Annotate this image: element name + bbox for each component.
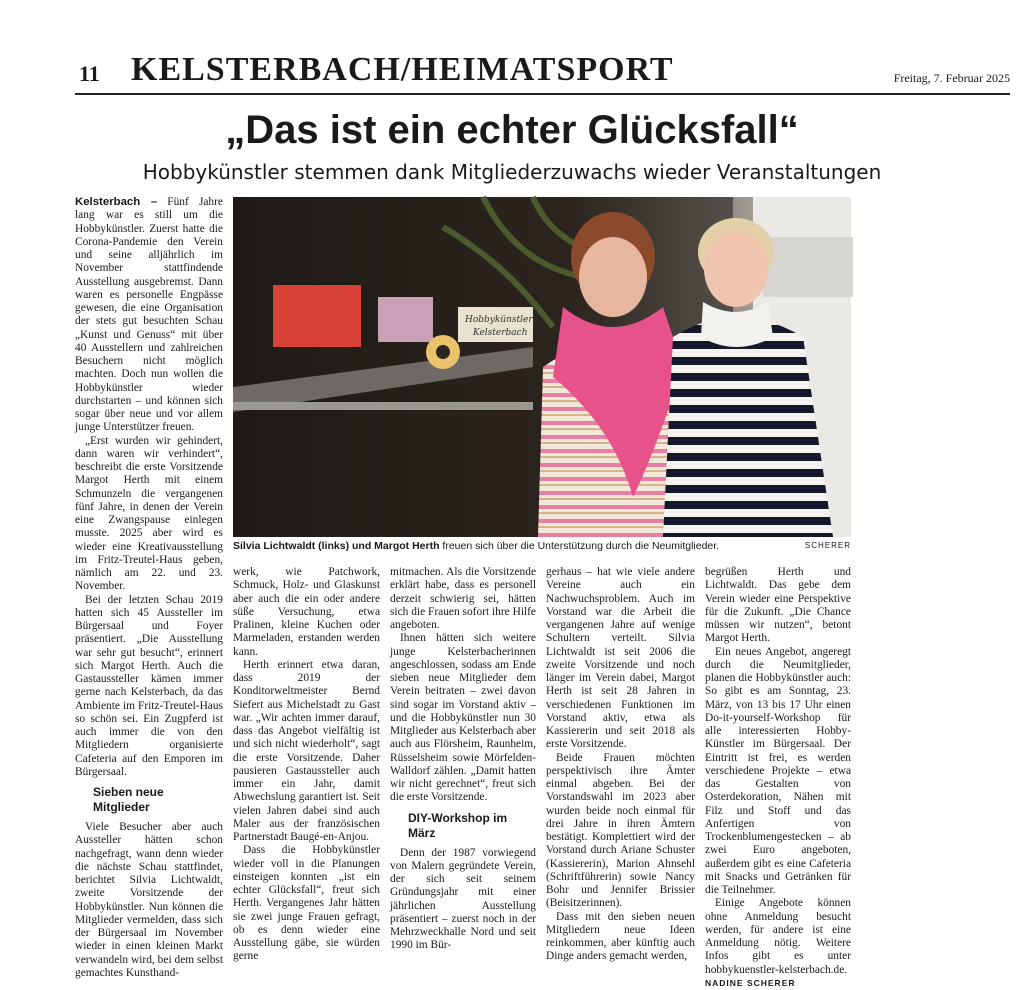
paragraph: Ein neues Angebot, angeregt durch die Neumitglieder, planen die Hobbykünstler auch: So gibt es am Sonntag, 23. März, von 13 bis 17 Uhr einen Do-it-yourself-Workshop für alle interessierten Hobby-Künstler im Bürgersaal. Der Eintritt ist frei, es werden verschiedene Projekte – etwa das Gestalten von Osterdekoration, Nähen mit Filz und Stoff und das Anfertigen von Trockenblumengestecken – ab zwei Euro angeboten, außerdem gibt es eine Cafeteria mit Snacks und Getränken für die Teilnehmer. — [705, 645, 851, 896]
section-title: KELSTERBACH/HEIMATSPORT — [131, 51, 674, 88]
paragraph: gerhaus – hat wie viele andere Vereine auch ein Nachwuchsproblem. Auch im Vorstand war die Arbeit die vergangenen Jahre auf wenige Schultern verteilt. Silvia Lichtwaldt ist seit 2006 die zweite Vorsitzende und noch länger im Verein dabei, Margot Herth ist seit 28 Jahren in verschiedenen Funktionen im Vorstand aktiv, etwa als Kassiererin und seit 2018 als erste Vorsitzende. — [546, 566, 695, 751]
paragraph: Dass die Hobbykünstler wieder voll in die Planungen einsteigen konnten „ist ein echter Glücksfall“, freut sich Herth. Vergangenes Jahr hätten sie zwei junge Frauen gefragt, ob es denn wieder eine Ausstellung gäbe, sie würden gerne — [233, 844, 380, 963]
paragraph: Beide Frauen möchten perspektivisch ihre Ämter einmal abgeben. Bei der Vorstandswahl im 2023 aber wurden beide noch einmal für drei Jahre in ihren Ämtern bestätigt. Komplettiert wird der Vorstand durch Ariane Schuster (Kassiererin), Marion Ahnsehl (Schriftführerin) sowie Nancy Bohr und Jennifer Brissier (Beisitzerinnen). — [546, 751, 695, 910]
paragraph: Einige Angebote können ohne Anmeldung besucht werden, für andere ist eine Anmeldung nötig. Weitere Infos gibt es unter hobbykuenstler-kelsterbach.de. NADINE SCHERER — [705, 897, 851, 988]
article-column-5 — [705, 566, 851, 988]
photo-illustration — [233, 197, 851, 537]
page-number: 11 — [79, 61, 100, 86]
dateline: Kelsterbach – — [75, 196, 158, 208]
caption-names: Silvia Lichtwaldt (links) und Margot Herth — [233, 540, 440, 552]
paragraph: Herth erinnert etwa daran, dass 2019 der Konditorweltmeister Bernd Siefert aus Michelstadt zu Gast war. „Wir achten immer darauf, dass das Angebot vielfältig ist und sich nicht wiederholt“, sagt die erste Vorsitzende. Daher pausieren Gastaussteller auch immer ein Jahr, damit Abwechslung garantiert ist. Seit vielen Jahren dabei sind auch Maler aus der französischen Partnerstadt Baugé-en-Anjou. — [233, 658, 380, 843]
craft-sign-line2: Kelsterbach — [473, 328, 528, 338]
issue-date: Freitag, 7. Februar 2025 — [893, 71, 1010, 85]
paragraph: begrüßen Herth und Lichtwaldt. Das gebe dem Verein wieder eine Perspektive für die Zukunft. „Die Chance müssen wir nutzen“, betont Margot Herth. — [705, 566, 851, 645]
paragraph: Viele Besucher aber auch Aussteller hätten schon nachgefragt, wann denn wieder die nächste Schau stattfindet, berichtet Silvia Lichtwaldt, zweite Vorsitzende der Hobbykünstler. Nun können die Mitglieder vermelden, dass sich der Bürgersaal im November wieder in einen kleinen Markt verwandeln wird, bei dem selbst gemachtes Kunsthand- — [75, 821, 223, 979]
craft-sign-line1: Hobbykünstler — [465, 315, 533, 325]
paragraph: „Erst wurden wir gehindert, dann waren wir verhindert“, beschreibt die erste Vorsitzende Margot Herth mit einem Schmunzeln die vergangenen fünf Jahre, in denen der Verein eine Zwangspause einlegen musste. 2025 aber wird es wieder eine Kreativausstellung im Fritz-Treutel-Haus geben, nämlich am 22. und 23. November. — [75, 434, 223, 593]
article-photo — [233, 197, 851, 537]
photo-caption — [233, 540, 851, 552]
article-column-2 — [233, 566, 380, 963]
caption-text: freuen sich über die Unterstützung durch die Neumitglieder. — [439, 540, 720, 552]
paragraph: Ihnen hätten sich weitere junge Kelsterbacherinnen angeschlossen, sodass am Ende sieben neue Mitglieder dem Verein beitraten – zwei davon sind sogar im Vorstand aktiv – und die Hobbykünstler nun 30 Mitglieder aus Kelsterbach aber auch aus Flörsheim, Raunheim, Rüsselsheim sowie Mörfelden-Walldorf zählen. „Damit hatten wir nicht gerechnet“, freut sich die erste Vorsitzende. — [390, 632, 536, 804]
author-byline: NADINE SCHERER — [705, 977, 796, 988]
article-column-3 — [390, 566, 536, 952]
paragraph: Bei der letzten Schau 2019 hatten sich 45 Aussteller im Bürgersaal und Foyer präsentiert. „Die Ausstellung war sehr gut besucht“, erinnert sich Margot Herth. Auch die Gastaussteller kämen immer gerne nach Kelsterbach, da das Ambiente im Fritz-Treutel-Haus so schön sei. Ein Zugpferd ist auch immer die von den Mitgliedern organisierte Cafeteria auf den Emporen im Bürgersaal. — [75, 593, 223, 778]
paragraph: Dass mit den sieben neuen Mitgliedern neue Ideen reinkommen, aber künftig auch Dinge anders gemacht werden, — [546, 910, 695, 963]
subheading: DIY-Workshop im März — [408, 810, 508, 840]
article-column-4 — [546, 566, 695, 963]
paragraph: werk, wie Patchwork, Schmuck, Holz- und Glaskunst aber auch die ein oder andere süße Versuchung, etwa Pralinen, kleine Kuchen oder Marmeladen, erstanden werden kann. — [233, 566, 380, 658]
paragraph: mitmachen. Als die Vorsitzende erklärt habe, dass es personell derzeit schwierig sei, hätten sich die Frauen sofort ihre Hilfe angeboten. — [390, 566, 536, 631]
header-rule — [75, 93, 1010, 95]
page-header — [75, 51, 1010, 95]
paragraph: Denn der 1987 vorwiegend von Malern gegründete Verein, der sich seit seinem Gründungsjahr mit einer jährlichen Ausstellung präsentiert – zuerst noch in der Mehrzweckhalle Nord und seit 1990 im Bür- — [390, 846, 536, 952]
photo-credit: SCHERER — [804, 541, 851, 550]
paragraph: Kelsterbach – Fünf Jahre lang war es still um die Hobbykünstler. Zuerst hatte die Corona-Pandemie den Verein und seine alljährlich im November stattfindende Ausstellung ausgebremst. Dann waren es personelle Engpässe gewesen, die eine Organisation der stets gut besuchten Schau „Kunst und Genuss“ mit über 40 Ausstellern und zahlreichen Besuchern nicht möglich machten. Doch nun wollen die Hobbykünstler wieder durchstarten – und können sich sogar über neue und vor allem junge Unterstützer freuen. — [75, 196, 223, 434]
headline: „Das ist ein echter Glücksfall“ — [225, 108, 799, 152]
subheadline: Hobbykünstler stemmen dank Mitgliederzuwachs wieder Veranstaltungen — [142, 160, 882, 184]
subheading: Sieben neue Mitglieder — [93, 785, 164, 814]
article-column-1 — [75, 196, 223, 979]
